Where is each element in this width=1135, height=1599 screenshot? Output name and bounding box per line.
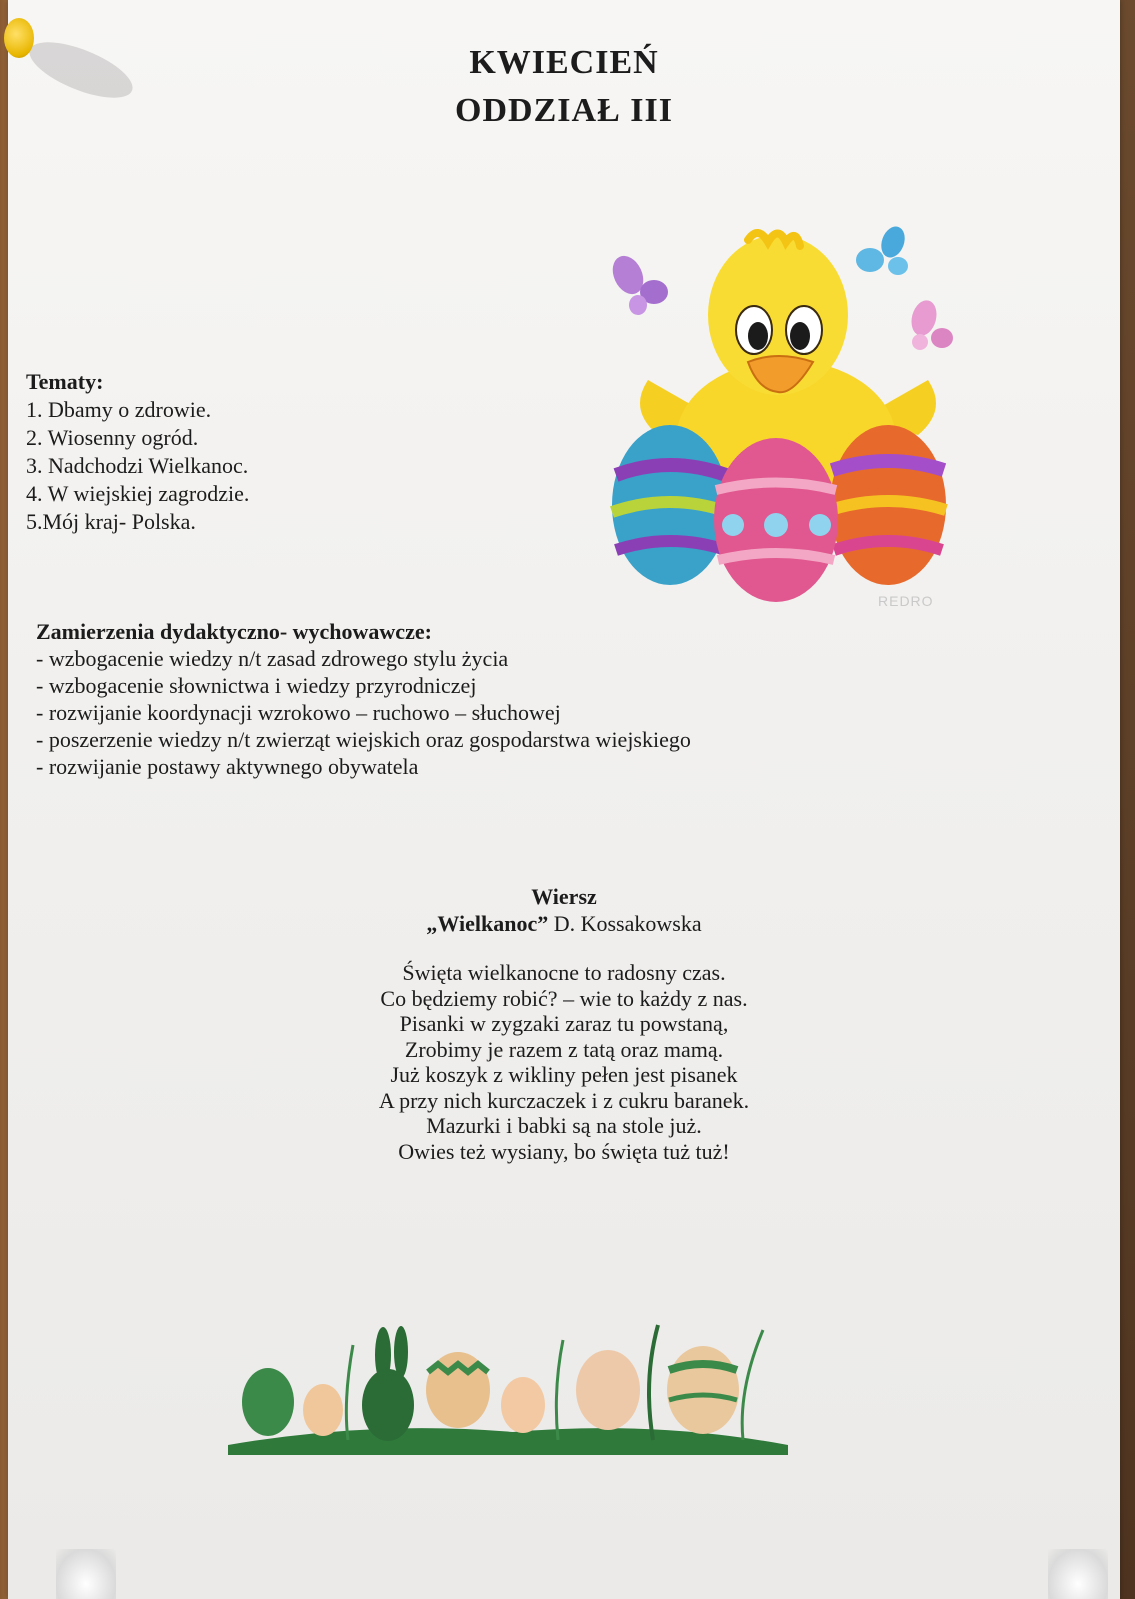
easter-egg-icon [830, 425, 946, 585]
goals-heading: Zamierzenia dydaktyczno- wychowawcze: [36, 619, 432, 644]
poem-body [8, 960, 1120, 1164]
topic-item: 2. Wiosenny ogród. [26, 425, 199, 450]
poem-line: Owies też wysiany, bo święta tuż tuż! [398, 1138, 730, 1164]
goal-item: - poszerzenie wiedzy n/t zwierząt wiejskich oraz gospodarstwa wiejskiego [36, 727, 691, 752]
poem-label: Wiersz [531, 884, 597, 909]
page-subtitle: ODDZIAŁ III [455, 92, 673, 129]
topic-item: 5.Mój kraj- Polska. [26, 509, 196, 534]
goal-item: - rozwijanie postawy aktywnego obywatela [36, 754, 419, 779]
poem-line: Zrobimy je razem z tatą oraz mamą. [404, 1036, 724, 1062]
easter-egg-icon [612, 425, 728, 585]
bunny-icon [362, 1326, 414, 1441]
easter-egg-icon [576, 1350, 640, 1430]
topic-item: 1. Dbamy o zdrowie. [26, 397, 212, 422]
chick-with-eggs-illustration [608, 220, 968, 620]
poem-line: Co będziemy robić? – wie to każdy z nas. [380, 985, 748, 1011]
poem-line: Mazurki i babki są na stole już. [426, 1113, 702, 1138]
topics-section [26, 368, 249, 536]
clip-icon [56, 1549, 116, 1599]
clip-icon [1048, 1549, 1108, 1599]
topics-heading: Tematy: [26, 369, 104, 394]
poem-line: Już koszyk z wikliny pełen jest pisanek [390, 1062, 738, 1087]
topic-item: 3. Nadchodzi Wielkanoc. [26, 453, 249, 478]
easter-egg-icon [426, 1352, 490, 1428]
goal-item: - wzbogacenie słownictwa i wiedzy przyrodniczej [36, 673, 477, 698]
poem-line: Święta wielkanocne to radosny czas. [402, 960, 726, 985]
poster-sheet [8, 0, 1120, 1599]
poem-author: D. Kossakowska [553, 911, 702, 936]
butterfly-icon [908, 298, 953, 350]
goals-section [36, 618, 691, 780]
page-title: KWIECIEŃ [469, 44, 659, 81]
topic-item: 4. W wiejskiej zagrodzie. [26, 481, 250, 506]
goal-item: - rozwijanie koordynacji wzrokowo – ruchowo – słuchowej [36, 700, 561, 725]
easter-egg-icon [667, 1346, 739, 1434]
butterfly-icon [856, 223, 909, 275]
goal-item: - wzbogacenie wiedzy n/t zasad zdrowego stylu życia [36, 646, 509, 671]
easter-egg-icon [242, 1368, 294, 1436]
poem-line: Pisanki w zygzaki zaraz tu powstaną, [399, 1011, 729, 1036]
butterfly-icon [608, 251, 668, 315]
easter-egg-icon [501, 1377, 545, 1433]
poem-title: „Wielkanoc” [426, 911, 549, 936]
poem-title-line [8, 911, 1120, 937]
watermark-logo: REDRO [878, 593, 934, 609]
poem-line: A przy nich kurczaczek i z cukru baranek. [378, 1087, 750, 1113]
easter-egg-icon [303, 1384, 343, 1436]
easter-border-illustration [223, 1310, 793, 1460]
easter-egg-icon [714, 438, 838, 602]
